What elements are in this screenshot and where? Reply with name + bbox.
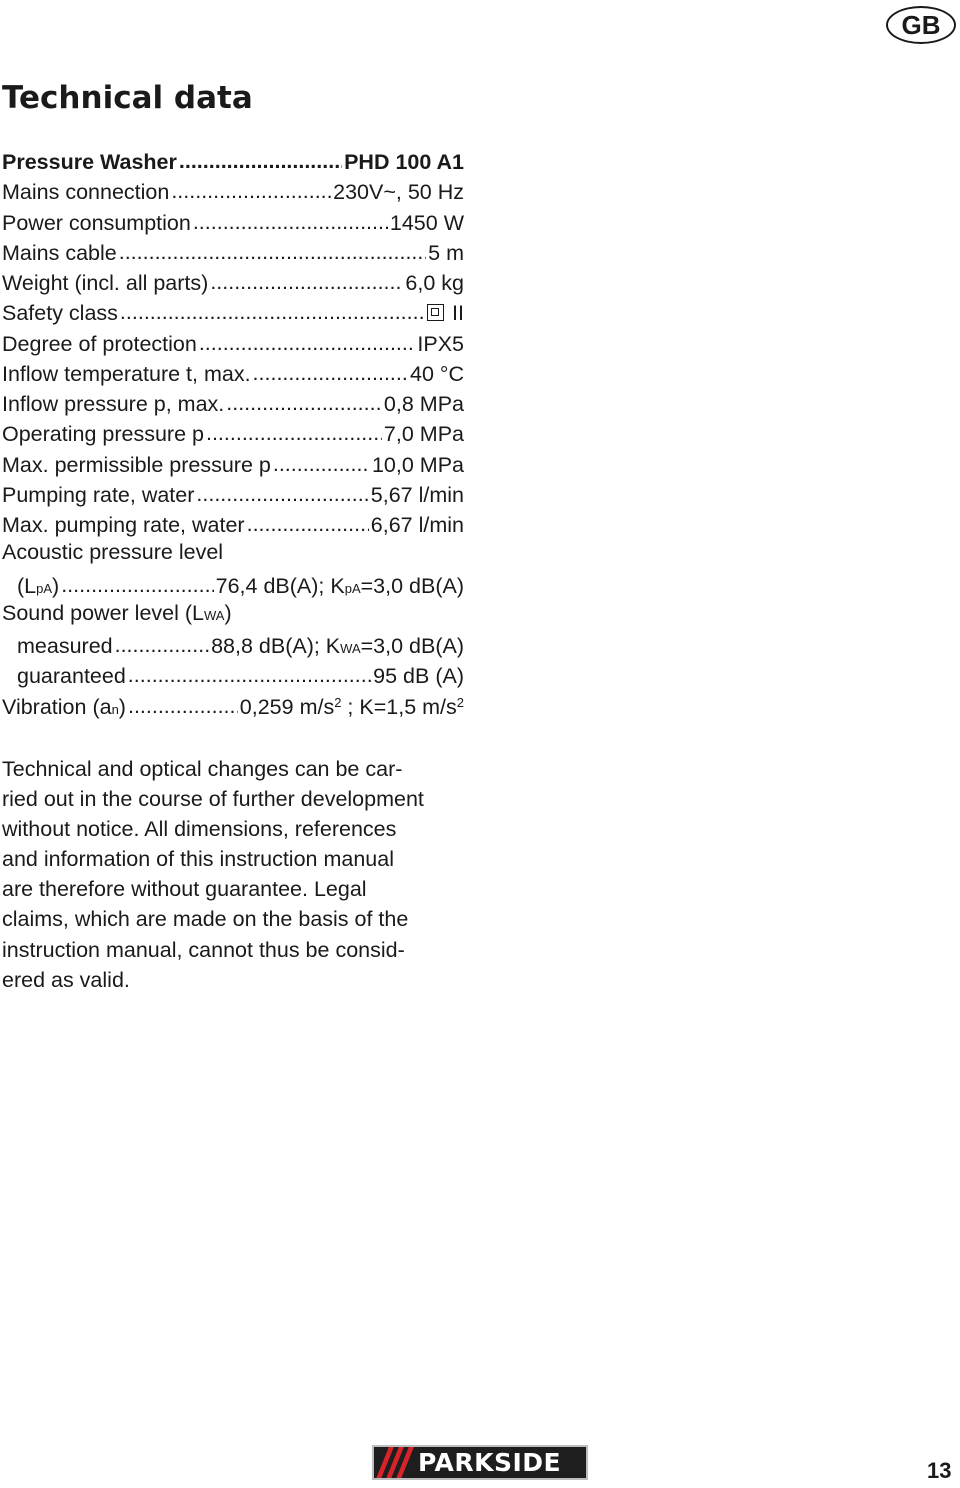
spec-value xyxy=(428,241,464,266)
spec-row xyxy=(2,238,464,268)
spec-list xyxy=(2,147,464,722)
spec-label: Max. permissible pressure p xyxy=(2,452,271,477)
text-part: 0,259 m/s xyxy=(239,694,335,719)
text-part: =3,0 dB(A) xyxy=(360,573,464,598)
spec-label: guaranteed xyxy=(17,664,126,689)
spec-label xyxy=(17,574,59,599)
spec-label: Pumping rate, water xyxy=(2,482,195,507)
leader-dots xyxy=(119,238,426,260)
language-badge: GB xyxy=(886,6,956,44)
text-part: Sound power level (L xyxy=(2,600,204,625)
spec-row xyxy=(2,540,464,570)
spec-value-text: 6,0 kg xyxy=(405,271,464,295)
text-part: pA xyxy=(36,580,53,596)
spec-value-text: 0,8 MPa xyxy=(383,392,464,416)
spec-value xyxy=(384,392,464,417)
leader-dots xyxy=(193,208,388,230)
spec-label: Max. pumping rate, water xyxy=(2,513,245,537)
leader-dots xyxy=(128,692,238,714)
spec-value-text: 5,67 l/min xyxy=(370,482,464,507)
disclaimer-line: Technical and optical changes can be car- xyxy=(2,757,403,781)
spec-row xyxy=(2,571,464,601)
spec-value xyxy=(211,634,464,659)
spec-label: Degree of protection xyxy=(2,331,197,356)
text-part: n xyxy=(111,701,119,717)
spec-value xyxy=(427,301,464,326)
leader-dots xyxy=(199,329,416,351)
spec-value xyxy=(384,422,464,447)
spec-value xyxy=(372,453,464,478)
leader-dots xyxy=(171,177,331,199)
text-part: 2 xyxy=(456,694,464,710)
spec-value xyxy=(371,513,464,538)
spec-row xyxy=(2,208,464,238)
spec-label: Acoustic pressure level xyxy=(2,540,224,565)
spec-label: Weight (incl. all parts) xyxy=(2,271,209,295)
spec-value-text: 7,0 MPa xyxy=(383,422,464,447)
parkside-logo xyxy=(372,1445,588,1480)
disclaimer-line: instruction manual, cannot thus be consid- xyxy=(2,937,405,962)
spec-row xyxy=(2,298,464,328)
text-part: pA xyxy=(344,580,361,596)
spec-value-text: 40 °C xyxy=(409,361,464,386)
text-part: (L xyxy=(17,573,37,598)
spec-value xyxy=(390,211,464,236)
disclaimer-line: without notice. All dimensions, references xyxy=(2,817,397,842)
spec-value xyxy=(216,574,464,599)
spec-label: Pressure Washer xyxy=(2,150,177,174)
spec-label: Power consumption xyxy=(2,210,191,235)
brand-name: PARKSIDE xyxy=(418,1448,562,1477)
leader-dots xyxy=(273,450,370,472)
disclaimer-line: claims, which are made on the basis of the xyxy=(2,907,409,932)
leader-dots xyxy=(253,359,408,381)
spec-label: Operating pressure p xyxy=(2,422,204,447)
spec-label: Mains connection xyxy=(2,180,170,205)
text-part: 76,4 dB(A); K xyxy=(215,573,345,598)
spec-label: Mains cable xyxy=(2,240,117,265)
spec-label xyxy=(2,695,126,720)
spec-value xyxy=(405,271,464,296)
spec-row xyxy=(2,359,464,389)
spec-row xyxy=(2,510,464,540)
text-part: ) xyxy=(224,600,232,625)
spec-label: Safety class xyxy=(2,301,118,326)
leader-dots xyxy=(61,571,213,593)
leader-dots xyxy=(206,419,382,441)
protection-class-ii-icon xyxy=(427,304,444,321)
spec-row xyxy=(2,147,464,177)
text-part: ) xyxy=(52,573,60,598)
disclaimer-line: are therefore without guarantee. Legal xyxy=(2,877,367,902)
spec-label: measured xyxy=(17,634,113,658)
disclaimer-paragraph xyxy=(2,754,467,995)
spec-value xyxy=(417,332,464,357)
leader-dots xyxy=(128,661,371,683)
leader-dots xyxy=(247,510,369,532)
spec-row xyxy=(2,329,464,359)
spec-row xyxy=(2,268,464,298)
spec-row xyxy=(2,601,464,631)
spec-label: Inflow pressure p, max. xyxy=(2,392,225,416)
spec-value-text: 1450 W xyxy=(389,210,464,235)
leader-dots xyxy=(115,631,209,653)
spec-value xyxy=(240,695,464,720)
brand-stripes-icon xyxy=(374,1447,414,1478)
disclaimer-line: ried out in the course of further development xyxy=(2,787,424,812)
text-part: WA xyxy=(340,641,361,656)
spec-value-text: 6,67 l/min xyxy=(370,513,464,537)
spec-row xyxy=(2,631,464,661)
spec-row xyxy=(2,389,464,419)
text-part: ) xyxy=(118,694,126,719)
spec-label: Inflow temperature t, max. xyxy=(2,361,251,386)
spec-value-text: PHD 100 A1 xyxy=(344,150,464,174)
spec-value-text: 230V~, 50 Hz xyxy=(333,180,464,205)
spec-value-text: 5 m xyxy=(428,240,464,265)
leader-dots xyxy=(120,298,425,320)
spec-row xyxy=(2,177,464,207)
spec-value xyxy=(410,362,464,387)
spec-row xyxy=(2,450,464,480)
spec-value-text: IPX5 xyxy=(417,331,464,356)
text-part: 2 xyxy=(334,694,342,710)
spec-value-text: 95 dB (A) xyxy=(373,664,464,689)
spec-row xyxy=(2,480,464,510)
spec-value xyxy=(333,180,464,205)
spec-value xyxy=(373,664,464,689)
spec-row xyxy=(2,692,464,722)
text-part: 88,8 dB(A); K xyxy=(211,634,341,658)
text-part: Vibration (a xyxy=(2,694,112,719)
leader-dots xyxy=(179,147,342,169)
page-title: Technical data xyxy=(2,80,253,116)
spec-label xyxy=(2,601,232,626)
page-number: 13 xyxy=(927,1458,952,1483)
spec-value xyxy=(344,150,464,175)
disclaimer-line: and information of this instruction manual xyxy=(2,847,394,872)
spec-value xyxy=(371,483,464,508)
leader-dots xyxy=(196,480,368,502)
text-part: ; K=1,5 m/s xyxy=(341,694,457,719)
leader-dots xyxy=(210,268,403,290)
spec-value-text: 10,0 MPa xyxy=(371,452,464,477)
spec-row xyxy=(2,661,464,691)
leader-dots xyxy=(226,389,382,411)
disclaimer-line: ered as valid. xyxy=(2,967,130,992)
spec-value-text: II xyxy=(452,301,464,326)
spec-row xyxy=(2,419,464,449)
text-part: WA xyxy=(203,607,225,623)
text-part: =3,0 dB(A) xyxy=(360,634,464,658)
